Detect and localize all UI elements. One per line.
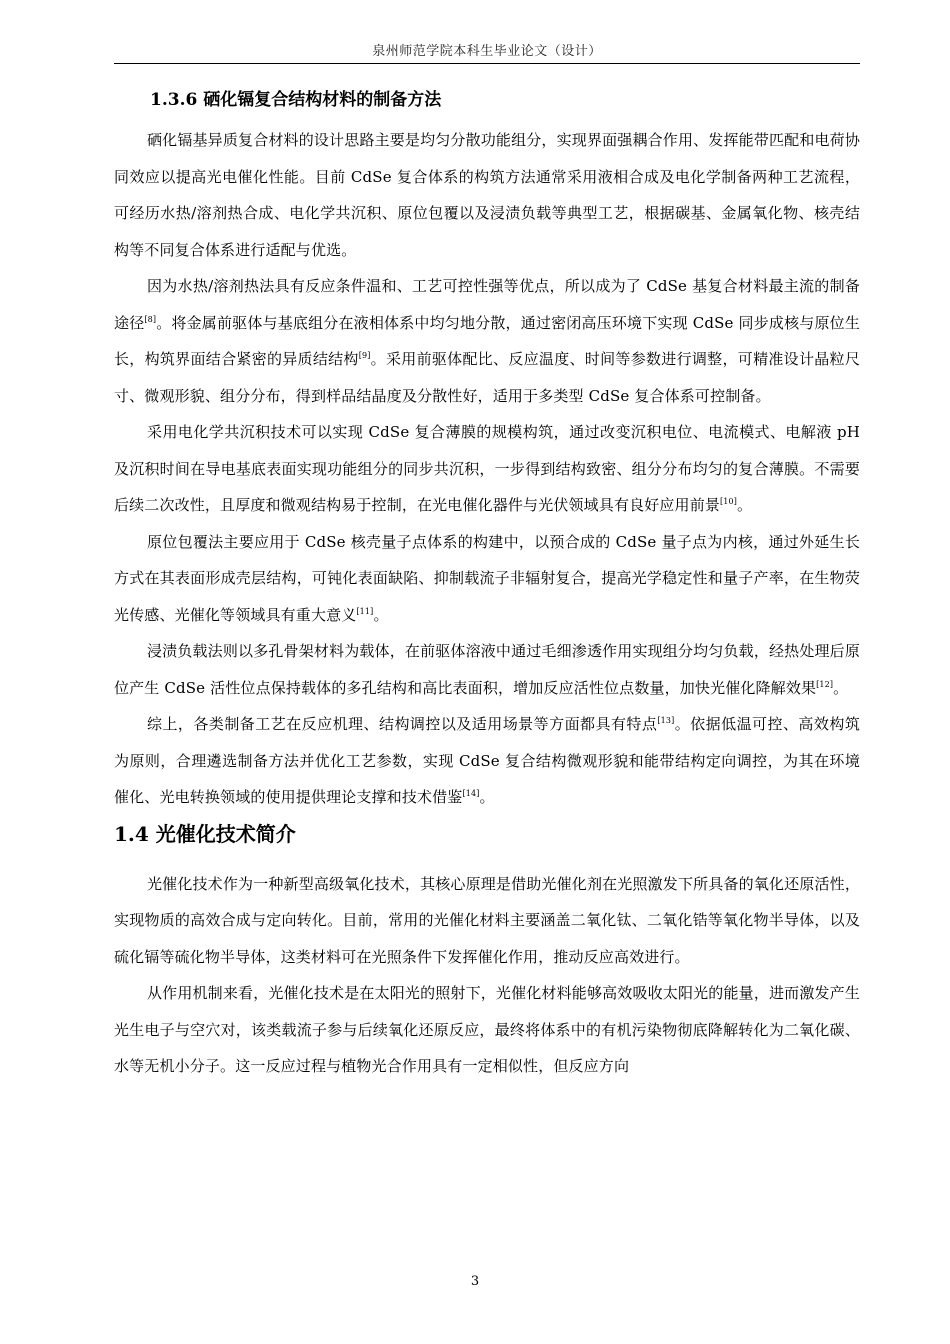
citation-marker: [12] <box>816 679 834 689</box>
paragraph-text: 。 <box>373 605 389 624</box>
citation-marker: [14] <box>462 789 480 798</box>
paragraph-text: 综上，各类制备工艺在反应机理、结构调控以及适用场景等方面都具有特点 <box>147 715 658 733</box>
page-number: 3 <box>470 1274 480 1289</box>
running-header: 泉州师范学院本科生毕业论文（设计） <box>372 44 602 59</box>
citation-marker: [11] <box>356 606 374 616</box>
page-body <box>114 88 860 1085</box>
header-divider <box>114 63 860 64</box>
body-paragraph <box>114 633 860 706</box>
paragraph-text: 光催化技术作为一种新型高级氧化技术，其核心原理是借助光催化剂在光照激发下所具备的氧化还原活性，实现物质的高效合成与定向转化。目前，常用的光催化材料主要涵盖二氧化钛、二氧化锆等氧化物半导体，以及硫化镉等硫化物半导体，这类材料可在光照条件下发挥催化作用，推动反应高效进行。 <box>114 874 860 966</box>
paragraph-text: 硒化镉基异质复合材料的设计思路主要是均匀分散功能组分，实现界面强耦合作用、发挥能带匹配和电荷协同效应以提高光电催化性能。目前 CdSe 复合体系的构筑方法通常采用液相合成及电化学制备两种工艺流程，可经历水热/溶剂热合成、电化学共沉积、原位包覆以及浸渍负载等典型工艺，根据碳基、金属氧化物、核壳结构等不同复合体系进行适配与优选。 <box>114 131 860 259</box>
body-paragraph <box>114 866 860 976</box>
paragraph-text: 浸渍负载法则以多孔骨架材料为载体，在前驱体溶液中通过毛细渗透作用实现组分均匀负载，经热处理后原位产生 CdSe 活性位点保持载体的多孔结构和高比表面积，增加反应活性位点数量，加快光催化降解效果 <box>114 642 860 697</box>
paragraph-text: 。 <box>479 788 495 806</box>
body-paragraph <box>114 975 860 1085</box>
citation-marker: [9] <box>358 351 371 360</box>
paragraph-text: 原位包覆法主要应用于 CdSe 核壳量子点体系的构建中，以预合成的 CdSe 量子点为内核，通过外延生长方式在其表面形成壳层结构，可钝化表面缺陷、抑制载流子非辐射复合，提高光学稳定性和量子产率，在生物荧光传感、光催化等领域具有重大意义 <box>114 532 860 624</box>
body-paragraph <box>114 122 860 268</box>
paragraph-text: 从作用机制来看，光催化技术是在太阳光的照射下，光催化材料能够高效吸收太阳光的能量，进而激发产生光生电子与空穴对，该类载流子参与后续氧化还原反应，最终将体系中的有机污染物彻底降解转化为二氧化碳、水等无机小分子。这一反应过程与植物光合作用具有一定相似性，但反应方向 <box>114 984 860 1075</box>
body-paragraph <box>114 414 860 524</box>
paragraph-text: 。 <box>833 678 849 697</box>
body-paragraph <box>114 524 860 634</box>
section-heading-1-3-6: 1.3.6 硒化镉复合结构材料的制备方法 <box>150 90 442 110</box>
paragraph-text: 。 <box>737 496 753 514</box>
section-1-4-body <box>114 866 860 1085</box>
body-paragraph <box>114 706 860 816</box>
paragraph-text: 。依据低温可控、高效构筑为原则，合理遴选制备方法并优化工艺参数，实现 CdSe 复合结构微观形貌和能带结构定向调控，为其在环境催化、光电转换领域的使用提供理论支撑和技术借鉴 <box>114 715 860 806</box>
paragraph-text: 因为水热/溶剂热法具有反应条件温和、工艺可控性强等优点，所以成为了 CdSe 基复合材料最主流的制备途径 <box>114 277 860 332</box>
section-heading-1-4: 1.4 光催化技术简介 <box>114 821 296 846</box>
citation-marker: [10] <box>720 497 738 506</box>
citation-marker: [13] <box>657 716 675 725</box>
paragraph-text: 。采用前驱体配比、反应温度、时间等参数进行调整，可精准设计晶粒尺寸、微观形貌、组分分布，得到样品结晶度及分散性好，适用于多类型 CdSe 复合体系可控制备。 <box>114 350 860 405</box>
body-paragraph <box>114 268 860 414</box>
paragraph-text: 采用电化学共沉积技术可以实现 CdSe 复合薄膜的规模构筑，通过改变沉积电位、电流模式、电解液 pH 及沉积时间在导电基底表面实现功能组分的同步共沉积，一步得到结构致密、组分分布均匀的复合薄膜。不需要后续二次改性，且厚度和微观结构易于控制，在光电催化器件与光伏领域具有良好应用前景 <box>114 423 860 514</box>
paragraph-text: 。将金属前驱体与基底组分在液相体系中均匀地分散，通过密闭高压环境下实现 CdSe 同步成核与原位生长，构筑界面结合紧密的异质结结构 <box>114 313 861 368</box>
citation-marker: [8] <box>144 314 157 324</box>
section-1-3-6-body <box>114 122 860 816</box>
